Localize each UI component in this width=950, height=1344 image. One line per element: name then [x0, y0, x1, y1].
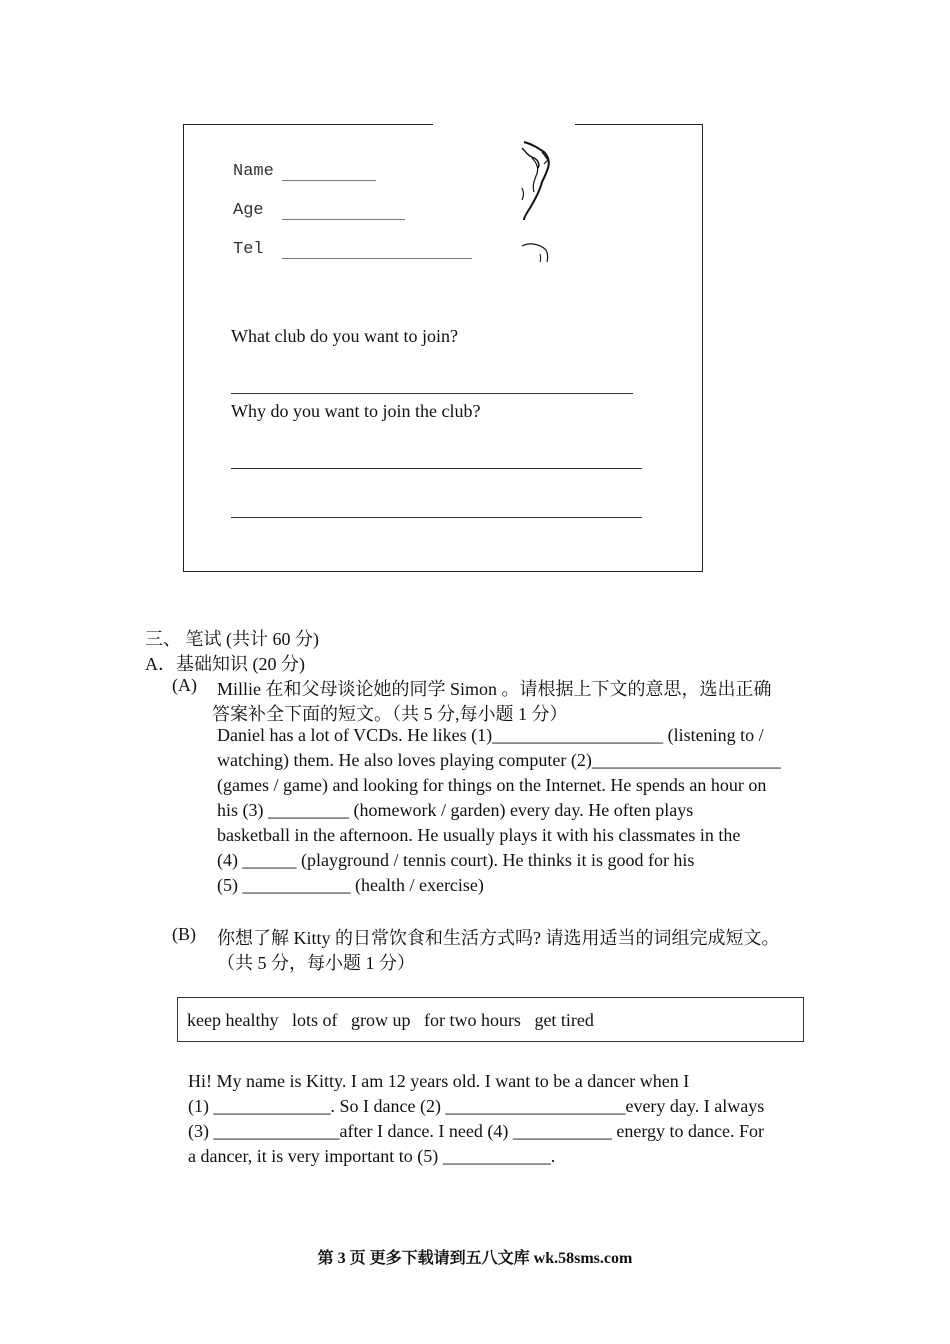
exercise-a-line: (4) ______ (playground / tennis court). He thinks it is good for his [217, 850, 695, 870]
form-border-gap [433, 118, 575, 128]
section-heading: 三、 笔试 (共计 60 分) [145, 629, 319, 649]
page-footer: 第 3 页 更多下载请到五八文库 wk.58sms.com [317, 1250, 633, 1267]
exercise-b-instruction-1: 你想了解 Kitty 的日常饮食和生活方式吗? 请选用适当的词组完成短文。 [217, 928, 780, 948]
girl-sketch-illustration [518, 138, 558, 268]
reason-answer-line-1[interactable] [231, 468, 642, 469]
exercise-a-line: basketball in the afternoon. He usually plays it with his classmates in the [217, 825, 741, 845]
part-a-heading: A．基础知识 (20 分) [145, 654, 305, 674]
name-blank[interactable] [282, 180, 376, 181]
exercise-a-line: Daniel has a lot of VCDs. He likes (1)___________________ (listening to / [217, 725, 764, 745]
reason-answer-line-2[interactable] [231, 517, 642, 518]
word-bank: keep healthy lots of grow up for two hours get tired [187, 1010, 594, 1030]
exercise-b-line: a dancer, it is very important to (5) ____________. [188, 1146, 556, 1166]
exercise-b-instruction-2: （共 5 分，每小题 1 分） [217, 953, 415, 973]
tel-blank[interactable] [282, 258, 472, 259]
exercise-a-line: (games / game) and looking for things on the Internet. He spends an hour on [217, 775, 767, 795]
exercise-a-line: his (3) _________ (homework / garden) every day. He often plays [217, 800, 694, 820]
exercise-a-marker: (A) [172, 675, 197, 695]
exercise-b-line: (3) ______________after I dance. I need (4) ___________ energy to dance. For [188, 1121, 764, 1141]
tel-label: Tel [233, 240, 264, 259]
reason-question: Why do you want to join the club? [231, 401, 481, 421]
name-label: Name [233, 162, 274, 181]
club-answer-line[interactable] [231, 393, 633, 394]
exercise-b-line: (1) _____________. So I dance (2) ____________________every day. I always [188, 1096, 765, 1116]
exercise-a-instruction-2: 答案补全下面的短文。（共 5 分,每小题 1 分） [212, 704, 568, 724]
exercise-a-line: (5) ____________ (health / exercise) [217, 875, 484, 895]
exercise-a-line: watching) them. He also loves playing computer (2)_____________________ [217, 750, 781, 770]
exercise-b-line: Hi! My name is Kitty. I am 12 years old. I want to be a dancer when I [188, 1071, 690, 1091]
age-label: Age [233, 201, 264, 220]
exercise-b-marker: (B) [172, 924, 196, 944]
club-question: What club do you want to join? [231, 326, 458, 346]
age-blank[interactable] [282, 219, 405, 220]
exercise-a-instruction-1: Millie 在和父母谈论她的同学 Simon 。请根据上下文的意思，选出正确 [217, 679, 772, 699]
registration-form-box [183, 124, 703, 572]
